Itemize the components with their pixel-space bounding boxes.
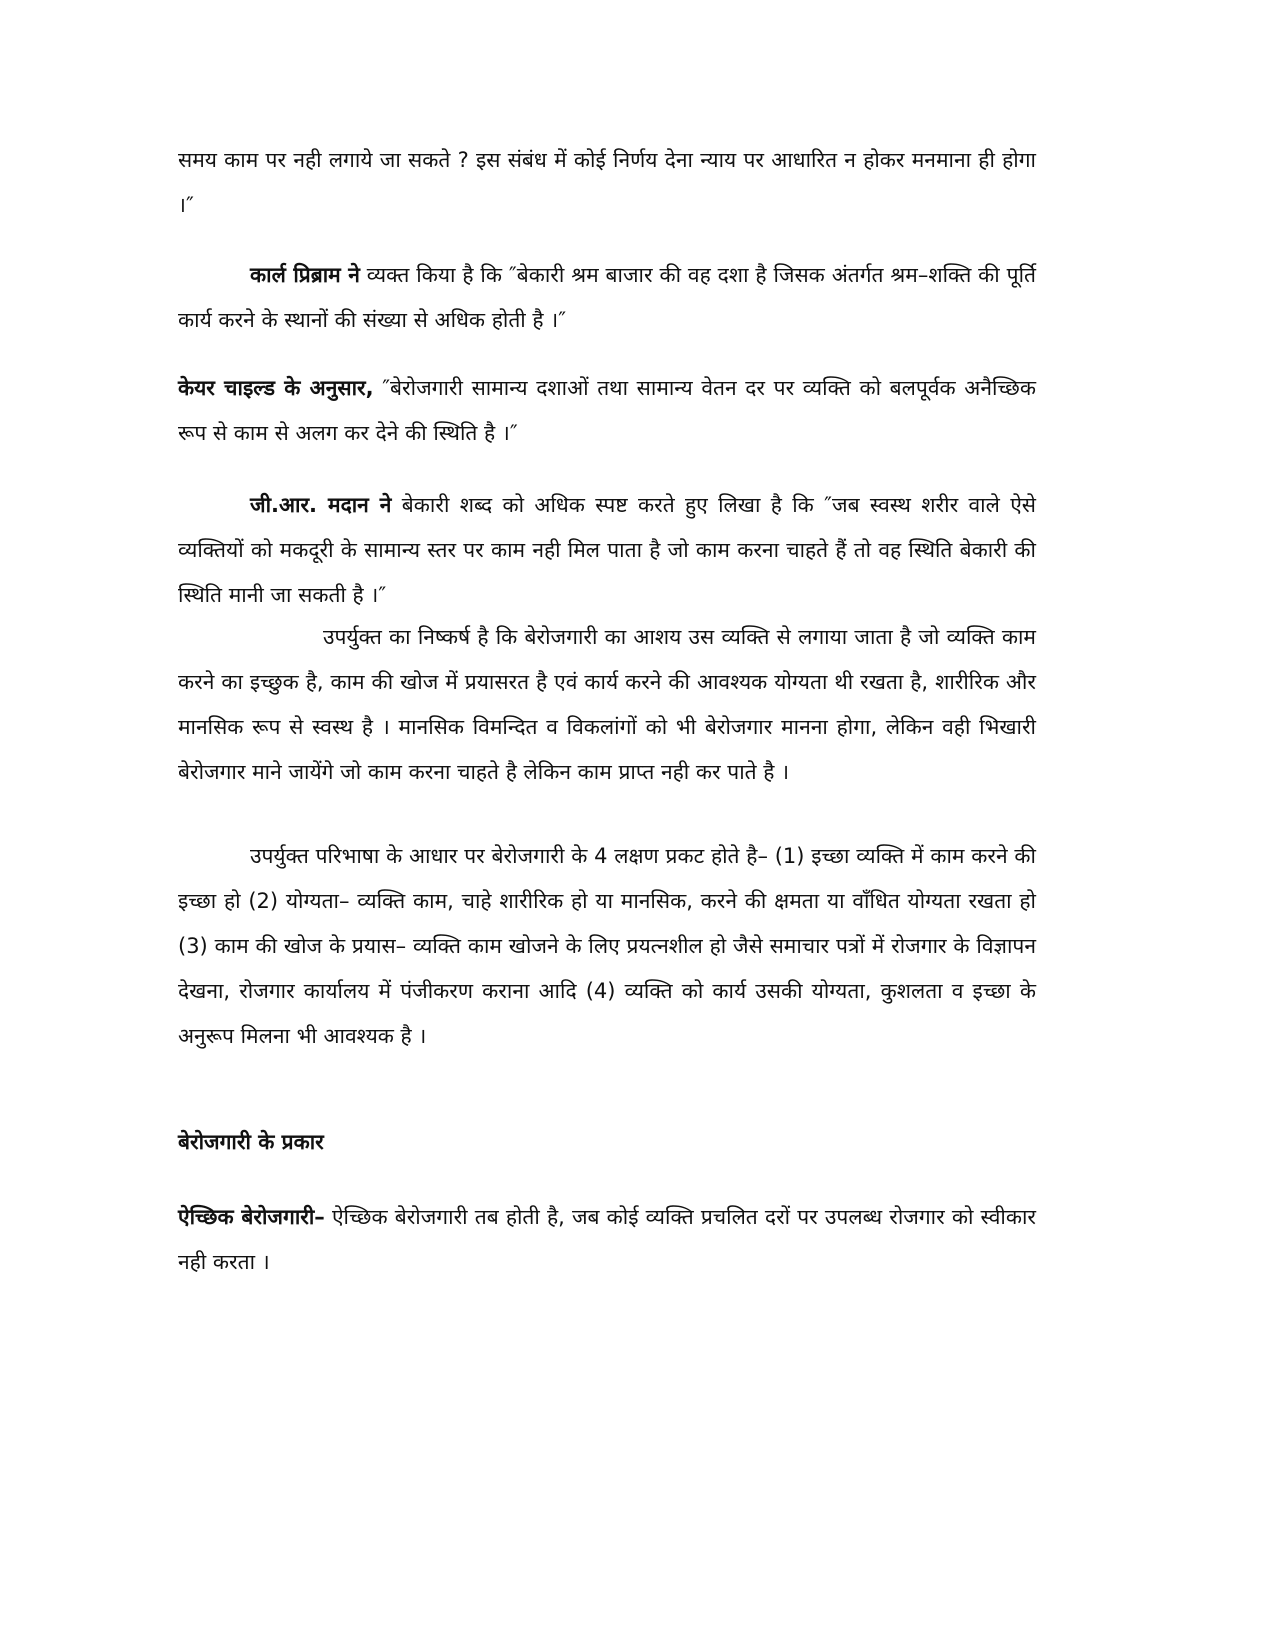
paragraph-text: ऐच्छिक बेरोजगारी तब होती है, जब कोई व्यक्ति प्रचलित दरों पर उपलब्ध रोजगार को स्वीकार नही करता । [178, 1205, 1036, 1274]
heading-text: बेरोजगारी के प्रकार [178, 1130, 324, 1154]
author-name: जी.आर. मदान ने [250, 493, 392, 517]
paragraph-text: ″बेरोजगारी सामान्य दशाओं तथा सामान्य वेतन दर पर व्यक्ति को बलपूर्वक अनैच्छिक रूप से काम से अलग कर देने की स्थिति है ।″ [178, 376, 1036, 445]
paragraph-voluntary-unemployment [178, 1195, 1036, 1285]
paragraph-text: समय काम पर नही लगाये जा सकते ? इस संबंध में कोई निर्णय देना न्याय पर आधारित न होकर मनमाना ही होगा ।″ [178, 148, 1036, 217]
paragraph-conclusion [178, 615, 1036, 795]
paragraph-gr-madan-definition [178, 483, 1036, 618]
paragraph-text: उपर्युक्त का निष्कर्ष है कि बेरोजगारी का आशय उस व्यक्ति से लगाया जाता है जो व्यक्ति काम करने का इच्छुक है, काम की खोज में प्रयासरत है एवं कार्य करने की आवश्यक योग्यता थी रखता है, शारीरिक और मानसिक रूप से स्वस्थ है । मानसिक विमन्दित व विकलांगों को भी बेरोजगार मानना होगा, लेकिन वही भिखारी बेरोजगार माने जायेंगे जो काम करना चाहते है लेकिन काम प्राप्त नही कर पाते है । [178, 625, 1036, 784]
paragraph-text: बेकारी शब्द को अधिक स्पष्ट करते हुए लिखा है कि ″जब स्वस्थ शरीर वाले ऐसे व्यक्तियों को मकदूरी के सामान्य स्तर पर काम नही मिल पाता है जो काम करना चाहते हैं तो वह स्थिति बेकारी की स्थिति मानी जा सकती है ।″ [178, 493, 1037, 607]
section-heading [178, 1120, 1036, 1165]
author-name: केयर चाइल्ड के अनुसार, [178, 376, 374, 400]
paragraph-care-child-definition [178, 366, 1036, 456]
paragraph-continuation [178, 138, 1036, 228]
paragraph-karl-pribram-definition [178, 253, 1036, 343]
term-name: ऐच्छिक बेरोजगारी– [178, 1205, 325, 1229]
paragraph-text: उपर्युक्त परिभाषा के आधार पर बेरोजगारी के 4 लक्षण प्रकट होते है– (1) इच्छा व्यक्ति में काम करने की इच्छा हो (2) योग्यता– व्यक्ति काम, चाहे शारीरिक हो या मानसिक, करने की क्षमता या वाँधित योग्यता रखता हो (3) काम की खोज के प्रयास– व्यक्ति काम खोजने के लिए प्रयत्नशील हो जैसे समाचार पत्रों में रोजगार के विज्ञापन देखना, रोजगार कार्यालय में पंजीकरण कराना आदि (4) व्यक्ति को कार्य उसकी योग्यता, कुशलता व इच्छा के अनुरूप मिलना भी आवश्यक है । [178, 844, 1036, 1048]
paragraph-characteristics [178, 834, 1036, 1059]
author-name: कार्ल प्रिब्राम ने [250, 263, 360, 287]
paragraph-text: व्यक्त किया है कि ″बेकारी श्रम बाजार की वह दशा है जिसक अंतर्गत श्रम–शक्ति की पूर्ति कार्य करने के स्थानों की संख्या से अधिक होती है ।″ [178, 263, 1036, 332]
